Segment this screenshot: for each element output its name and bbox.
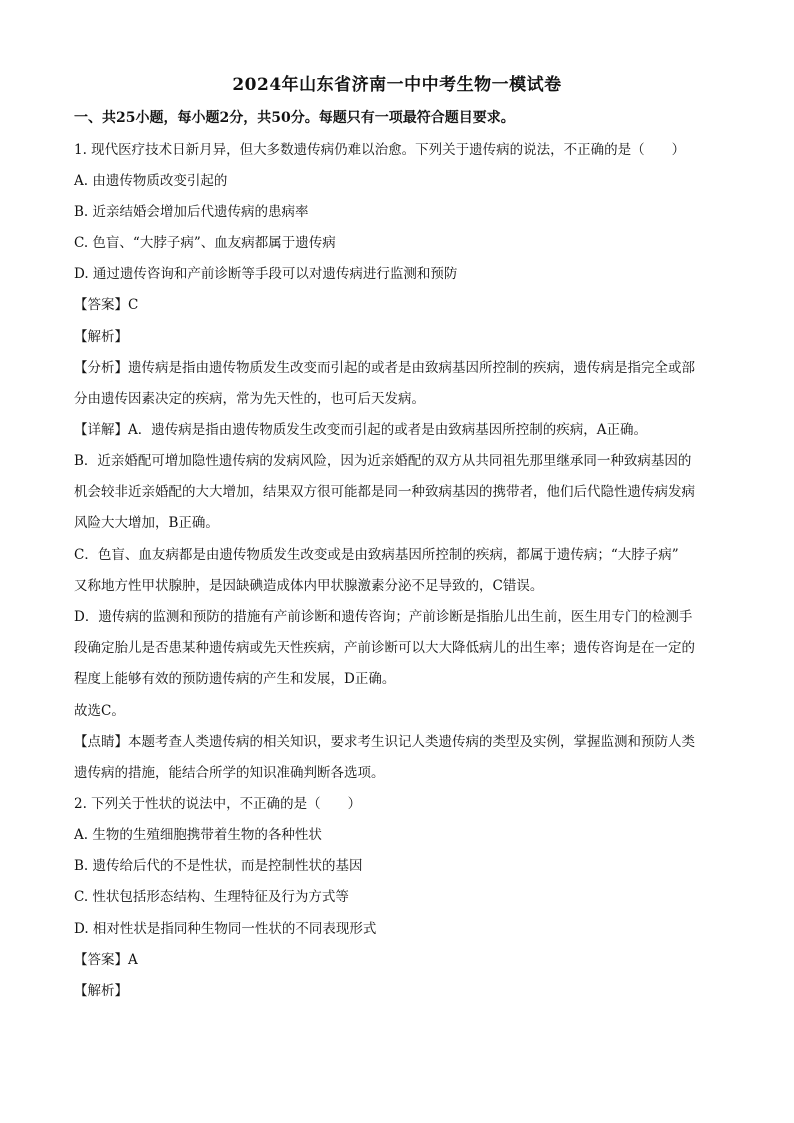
- question-2-option-d: D. 相对性状是指同种生物同一性状的不同表现形式: [74, 921, 377, 937]
- question-1-stem: 1. 现代医疗技术日新月异，但大多数遗传病仍难以治愈。下列关于遗传病的说法，不正确的是（ ）: [74, 142, 686, 158]
- question-1-option-b: B. 近亲结婚会增加后代遗传病的患病率: [74, 204, 309, 220]
- question-1-option-a: A. 由遗传物质改变引起的: [74, 173, 228, 189]
- question-2-option-c: C. 性状包括形态结构、生理特征及行为方式等: [74, 889, 349, 905]
- question-1-xiangjie-line: 【详解】A．遗传病是指由遗传物质发生改变而引起的或者是由致病基因所控制的疾病，A正确。: [74, 422, 647, 438]
- question-1-xiangjie-line: D．遗传病的监测和预防的措施有产前诊断和遗传咨询；产前诊断是指胎儿出生前，医生用专门的检测手: [74, 609, 693, 625]
- question-1-answer: 【答案】C: [74, 297, 139, 313]
- question-2-option-a: A. 生物的生殖细胞携带着生物的各种性状: [74, 827, 322, 843]
- question-1-xiangjie-line: 风险大大增加，B正确。: [74, 515, 219, 531]
- question-1-fenxi-line: 【分析】遗传病是指由遗传物质发生改变而引起的或者是由致病基因所控制的疾病，遗传病是指完全或部: [74, 360, 695, 376]
- page-title: 2024年山东省济南一中中考生物一模试卷: [232, 75, 562, 95]
- question-1-fenxi-line: 分由遗传因素决定的疾病，常为先天性的，也可后天发病。: [74, 391, 425, 407]
- question-1-xiangjie-line: 又称地方性甲状腺肿，是因缺碘造成体内甲状腺激素分泌不足导致的，C错误。: [74, 578, 544, 594]
- section-header: 一、共25小题，每小题2分，共50分。每题只有一项最符合题目要求。: [74, 110, 515, 126]
- question-1-xiangjie-line: 程度上能够有效的预防遗传病的产生和发展，D正确。: [74, 671, 396, 687]
- question-1-xiangjie-line: 段确定胎儿是否患某种遗传病或先天性疾病，产前诊断可以大大降低病儿的出生率；遗传咨询是在一定的: [74, 640, 695, 656]
- question-2-option-b: B. 遗传给后代的不是性状，而是控制性状的基因: [74, 858, 363, 874]
- question-1-option-c: C. 色盲、“大脖子病”、血友病都属于遗传病: [74, 235, 336, 251]
- question-1-xiangjie-line: C．色盲、血友病都是由遗传物质发生改变或是由致病基因所控制的疾病，都属于遗传病；“大脖子病”: [74, 547, 679, 563]
- question-1-xiangjie-line: 故选C。: [74, 703, 125, 719]
- question-1-dianjing-line: 遗传病的措施，能结合所学的知识准确判断各选项。: [74, 765, 385, 781]
- question-1-xiangjie-line: B．近亲婚配可增加隐性遗传病的发病风险，因为近亲婚配的双方从共同祖先那里继承同一种致病基因的: [74, 453, 692, 469]
- question-1-dianjing-line: 【点睛】本题考查人类遗传病的相关知识，要求考生识记人类遗传病的类型及实例，掌握监测和预防人类: [74, 734, 695, 750]
- question-2-answer: 【答案】A: [74, 952, 138, 968]
- question-1-xiangjie-line: 机会较非近亲婚配的大大增加，结果双方很可能都是同一种致病基因的携带者，他们后代隐性遗传病发病: [74, 484, 695, 500]
- question-1-analysis-label: 【解析】: [74, 329, 128, 345]
- question-2-analysis-label: 【解析】: [74, 983, 128, 999]
- question-2-stem: 2. 下列关于性状的说法中，不正确的是（ ）: [74, 796, 362, 812]
- question-1-option-d: D. 通过遗传咨询和产前诊断等手段可以对遗传病进行监测和预防: [74, 266, 458, 282]
